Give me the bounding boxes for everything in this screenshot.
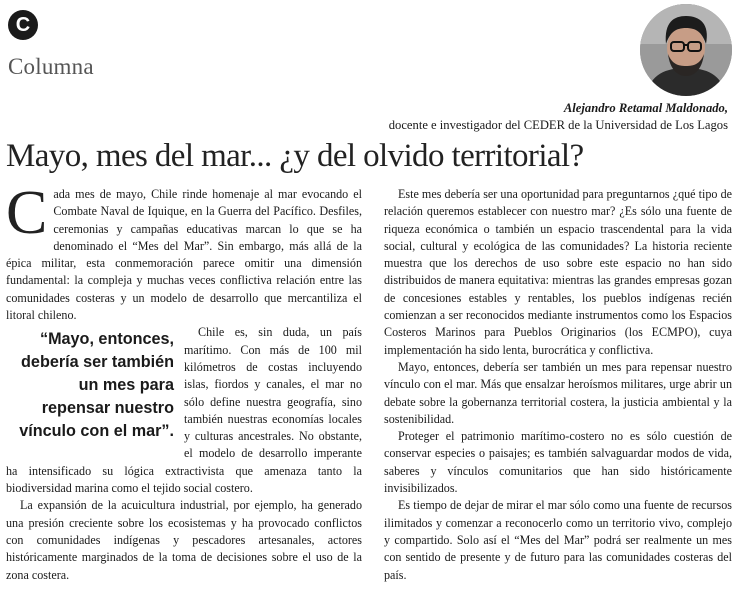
author-photo xyxy=(640,4,732,96)
column-right xyxy=(384,186,732,584)
paragraph-6: Proteger el patrimonio marítimo-costero no es sólo cuestión de conservar especies o paisajes; es también salvaguardar modos de vida, saberes y vínculos comunitarios que han sido históricamente invisibilizados. xyxy=(384,429,732,496)
paragraph-2: Chile es, sin duda, un país marítimo. Con más de 100 mil kilómetros de costas incluyendo islas, fiordos y canales, el mar no sólo define nuestra geografía, sino también nuestras economías locales y culturas ancestrales. No obstante, el modelo de desarrollo imperante ha intensificado su lógica extractivista que amenaza tanto la biodiversidad marina como el tejido social costero. xyxy=(6,325,362,496)
pull-quote: “Mayo, entonces, debería ser también un mes para repensar nuestro vínculo con el mar”. xyxy=(19,330,174,441)
paragraph-4: Este mes debería ser una oportunidad para preguntarnos ¿qué tipo de relación queremos establecer con nuestro mar? ¿Es sólo una fuente de riqueza económica o también un espacio trascendental para la vida social, cultural y ecológica de las comunidades? La historia reciente muestra que los derechos de uso sobre este espacio no han sido distribuidos de manera equitativa: mientras las grandes empresas gozan de concesiones estables y rentables, los pueblos indígenas recién comienzan a ser reconocidos mediante instrumentos como los Espacios Costeros Marinos para Pueblos Originarios (los ECMPO), cuya implementación ha sido lenta, burocrática y conflictiva. xyxy=(384,187,732,357)
paragraph-7: Es tiempo de dejar de mirar el mar sólo como una fuente de recursos ilimitados y comenzar a reconocerlo como un territorio vivo, complejo y compartido. Solo así el “Mes del Mar” podrá ser realmente un mes con sentido de presente y de futuro para las comunidades costeras del país. xyxy=(384,498,732,582)
paragraph-1 xyxy=(6,179,362,324)
drop-cap: C xyxy=(6,179,48,247)
paragraph-5: Mayo, entonces, debería ser también un mes para repensar nuestro vínculo con el mar. Más que ensalzar heroísmos militares, urge abrir un debate sobre la gobernanza territorial costera, la justicia ambiental y la sostenibilidad. xyxy=(384,359,732,426)
author-role: docente e investigador del CEDER de la Universidad de Los Lagos xyxy=(388,118,728,132)
author-name: Alejandro Retamal Maldonado, xyxy=(563,101,728,115)
author-portrait-icon xyxy=(640,4,732,96)
paragraph-1-text: ada mes de mayo, Chile rinde homenaje al mar evocando el Combate Naval de Iquique, en la Guerra del Pacífico. Desfiles, ceremonias y campañas educativas marcan lo que se ha denominado el “Mes del Mar”. Sin embargo, más allá de la épica militar, esta conmemoración parece omitir una dimensión fundamental: la compleja y muchas veces conflictiva relación entre las comunidades costeras y un modelo de desarrollo que mercantiliza el litoral chileno. xyxy=(6,187,362,323)
column-badge-icon: C xyxy=(8,10,38,40)
section-label: Columna xyxy=(8,54,94,79)
author-byline xyxy=(389,100,728,134)
paragraph-3: La expansión de la acuicultura industrial, por ejemplo, ha generado una presión creciente sobre los ecosistemas y ha provocado conflictos con comunidades indígenas y pescadores artesanales, actores históricamente marginados de la toma de decisiones sobre el uso de la zona costera. xyxy=(6,498,362,582)
column-left xyxy=(6,179,362,584)
article-headline: Mayo, mes del mar... ¿y del olvido territorial? xyxy=(6,138,584,174)
